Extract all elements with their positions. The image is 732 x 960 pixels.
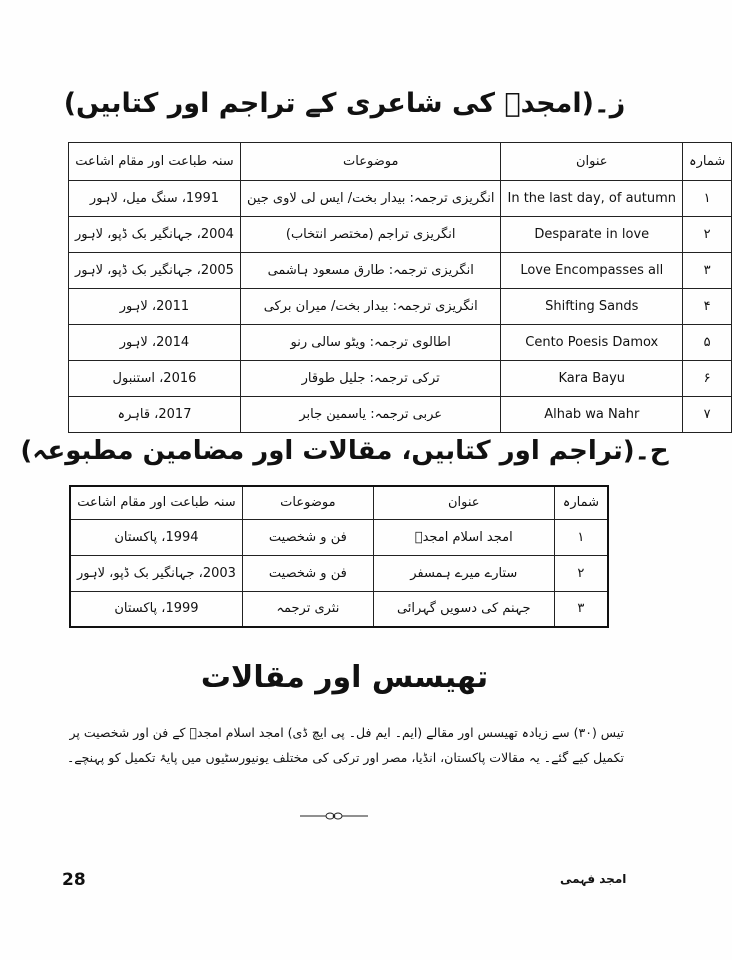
row-subject: ترکی ترجمہ: جلیل طوقار (240, 361, 501, 397)
table-row (70, 519, 608, 555)
table-row (70, 555, 608, 591)
row-number: ۱ (554, 519, 608, 555)
section3-heading: تھیسس اور مقالات (200, 660, 489, 695)
row-number: ۲ (683, 217, 732, 253)
column-header-publication: سنہ طباعت اور مقام اشاعت (70, 486, 242, 519)
row-number: ۳ (554, 591, 608, 627)
row-publication: 2005، جہانگیر بک ڈپو، لاہور (69, 253, 241, 289)
table-row (69, 217, 732, 253)
table-row (69, 397, 732, 433)
thesis-paragraph: تیس (۳۰) سے زیادہ تھیسس اور مقالے (ایم۔ ایم فل۔ پی ایچ ڈی) امجد اسلام امجدؔ کے فن اور شخصیت پر تکمیل کیے گئے۔ یہ مقالات پاکستان، انڈیا، مصر اور ترکی کی مختلف یونیورسٹیوں میں پایۂ تکمیل کو پہنچے۔ (66, 725, 624, 765)
row-number: ۶ (683, 361, 732, 397)
column-header-title: عنوان (501, 143, 683, 181)
row-subject: انگریزی ترجمہ: طارق مسعود ہاشمی (240, 253, 501, 289)
translations-table (68, 142, 732, 433)
column-header-number: شمارہ (554, 486, 608, 519)
column-header-title: عنوان (373, 486, 554, 519)
table-row (69, 361, 732, 397)
row-publication: 2011، لاہور (69, 289, 241, 325)
column-header-subject: موضوعات (240, 143, 501, 181)
row-subject: فن و شخصیت (242, 519, 373, 555)
table-row (69, 181, 732, 217)
table-row (70, 591, 608, 627)
row-title: ستارے میرے ہمسفر (373, 555, 554, 591)
column-header-subject: موضوعات (242, 486, 373, 519)
row-publication: 2004، جہانگیر بک ڈپو، لاہور (69, 217, 241, 253)
section2-heading: ح۔(تراجم اور کتابیں، مقالات اور مضامین مطبوعہ) (20, 436, 669, 466)
row-number: ۲ (554, 555, 608, 591)
column-header-publication: سنہ طباعت اور مقام اشاعت (69, 143, 241, 181)
row-number: ۵ (683, 325, 732, 361)
column-header-number: شمارہ (683, 143, 732, 181)
row-subject: انگریزی ترجمہ: بیدار بخت/ میران برکی (240, 289, 501, 325)
row-title: Shifting Sands (501, 289, 683, 325)
table-row (69, 253, 732, 289)
articles-table (69, 485, 609, 628)
section1-heading: ز۔(امجدؔ کی شاعری کے تراجم اور کتابیں) (63, 88, 626, 119)
row-subject: اطالوی ترجمہ: ویٹو سالی رنو (240, 325, 501, 361)
row-number: ۳ (683, 253, 732, 289)
table-header-row (69, 143, 732, 181)
row-title: امجد اسلام امجدؔ (373, 519, 554, 555)
row-number: ۴ (683, 289, 732, 325)
row-subject: عربی ترجمہ: یاسمین جابر (240, 397, 501, 433)
row-publication: 1999، پاکستان (70, 591, 242, 627)
row-subject: انگریزی ترجمہ: بیدار بخت/ ایس لی لاوی جین (240, 181, 501, 217)
row-subject: نثری ترجمہ (242, 591, 373, 627)
footer-author: امجد فہمی (560, 872, 627, 886)
row-title: Alhab wa Nahr (501, 397, 683, 433)
row-title: Desparate in love (501, 217, 683, 253)
row-publication: 1991، سنگ میل، لاہور (69, 181, 241, 217)
row-subject: انگریزی تراجم (مختصر انتخاب) (240, 217, 501, 253)
row-publication: 2014، لاہور (69, 325, 241, 361)
row-number: ۷ (683, 397, 732, 433)
row-title: Cento Poesis Damox (501, 325, 683, 361)
row-title: Kara Bayu (501, 361, 683, 397)
table-header-row (70, 486, 608, 519)
row-title: In the last day, of autumn (501, 181, 683, 217)
row-publication: 2017، قاہرہ (69, 397, 241, 433)
row-publication: 2003، جہانگیر بک ڈپو، لاہور (70, 555, 242, 591)
table-row (69, 289, 732, 325)
row-title: Love Encompasses all (501, 253, 683, 289)
divider-ornament-icon (298, 810, 370, 822)
row-subject: فن و شخصیت (242, 555, 373, 591)
row-number: ۱ (683, 181, 732, 217)
row-publication: 1994، پاکستان (70, 519, 242, 555)
page-number: 28 (62, 870, 86, 890)
row-publication: 2016، استنبول (69, 361, 241, 397)
row-title: جہنم کی دسویں گہرائی (373, 591, 554, 627)
table-row (69, 325, 732, 361)
